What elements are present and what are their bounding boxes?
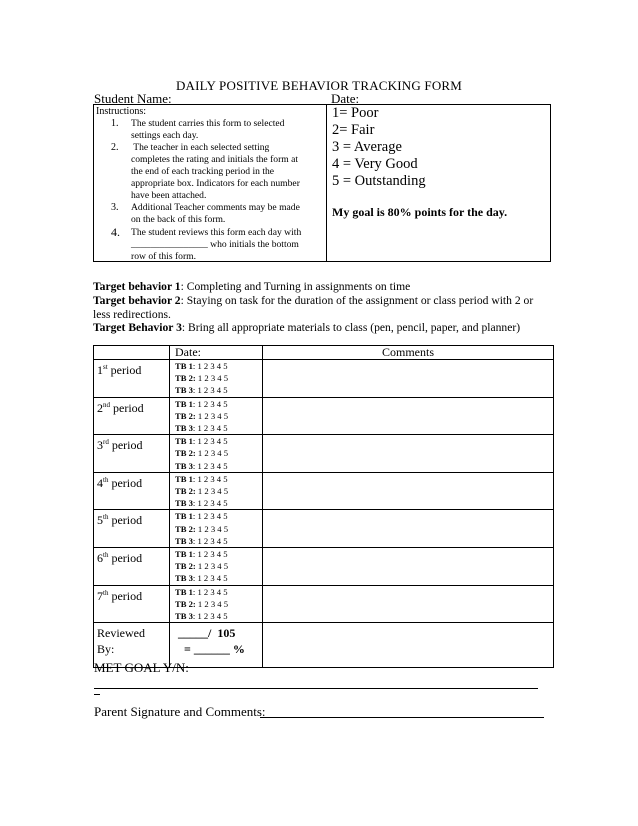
- rating-label: TB 1: [175, 549, 193, 560]
- period-number: 3: [97, 438, 103, 453]
- rating-label: TB 3: [175, 535, 193, 546]
- target-behavior-label: Target behavior 2: [93, 294, 181, 307]
- rating-label: TB 3: [175, 460, 193, 471]
- rating-line: [175, 598, 262, 610]
- period-word: period: [108, 588, 143, 603]
- period-suffix: nd: [103, 400, 110, 409]
- rating-label: TB 1: [175, 361, 193, 371]
- period-label: [94, 585, 170, 623]
- target-behavior-text: : Staying on task for the duration of the assignment or class period with 2 or: [180, 294, 534, 307]
- period-word: period: [110, 400, 144, 415]
- instruction-number: 1.: [111, 118, 119, 129]
- rating-label: TB 1: [175, 511, 193, 522]
- instruction-text: have been attached.: [131, 190, 207, 201]
- comments-cell[interactable]: [263, 397, 554, 435]
- period-row: [94, 548, 554, 586]
- instruction-text: completes the rating and initials the form at: [131, 154, 299, 165]
- tracking-table: [93, 345, 553, 659]
- instruction-text: Additional Teacher comments may be made: [131, 202, 300, 213]
- reviewed-label: Reviewed: [97, 626, 145, 641]
- period-number: 4: [97, 475, 103, 490]
- period-suffix: th: [103, 551, 109, 560]
- instructions-divider: [326, 104, 327, 262]
- comments-cell[interactable]: [263, 472, 554, 510]
- corner-cell: [94, 346, 170, 360]
- rating-scale-values: : 1 2 3 4 5: [192, 586, 228, 597]
- rating-line: [175, 473, 262, 485]
- rating-cell[interactable]: [170, 510, 263, 548]
- period-word: period: [107, 363, 142, 377]
- comments-cell[interactable]: [263, 510, 554, 548]
- rating-line: [175, 422, 262, 434]
- instruction-text: ________________ who initials the bottom: [131, 239, 299, 250]
- rating-line: [175, 497, 262, 509]
- rating-label: TB 3: [175, 385, 193, 396]
- rating-label: TB 2:: [175, 410, 196, 421]
- period-number: 1: [97, 363, 103, 377]
- rating-line: [175, 447, 262, 459]
- period-label: [94, 510, 170, 548]
- rating-scale-values: 1 2 3 4 5: [195, 373, 229, 384]
- period-word: period: [108, 475, 143, 490]
- comments-header: Comments: [263, 346, 554, 360]
- period-word: period: [108, 513, 143, 528]
- rating-line: [175, 548, 262, 560]
- rating-label: TB 2:: [175, 598, 196, 609]
- instruction-text: the end of each tracking period in the: [131, 166, 275, 177]
- period-row: [94, 435, 554, 473]
- target-behavior-text: less redirections.: [93, 308, 171, 321]
- rating-line: [175, 535, 262, 547]
- instruction-text: The student reviews this form each day with: [131, 227, 302, 238]
- instruction-text: appropriate box. Indicators for each number: [131, 178, 300, 189]
- parent-signature-label: Parent Signature and Comments:: [94, 704, 266, 719]
- rating-line: [175, 610, 262, 622]
- period-suffix: st: [103, 363, 108, 371]
- target-behavior-label: Target Behavior 3: [93, 321, 182, 334]
- rating-label: TB 2:: [175, 561, 196, 572]
- rating-cell[interactable]: [170, 585, 263, 623]
- instruction-text: on the back of this form.: [131, 214, 226, 225]
- rating-label: TB 2:: [175, 448, 196, 459]
- instruction-text: The student carries this form to selected: [131, 118, 285, 129]
- period-row: [94, 510, 554, 548]
- date-header: Date:: [170, 346, 263, 360]
- period-word: period: [108, 551, 143, 566]
- period-suffix: th: [103, 513, 109, 522]
- rating-cell[interactable]: [170, 472, 263, 510]
- rating-scale-values: : 1 2 3 4 5: [192, 573, 228, 584]
- rating-scale-values: 1 2 3 4 5: [195, 598, 229, 609]
- met-goal-field[interactable]: [94, 688, 538, 689]
- target-behavior-line: [93, 280, 410, 294]
- rating-scale-values: 1 2 3 4 5: [195, 410, 229, 421]
- comments-cell[interactable]: [263, 360, 554, 398]
- rating-line: [175, 460, 262, 472]
- rating-line: [175, 586, 262, 598]
- comments-cell[interactable]: [263, 435, 554, 473]
- date-label: Date:: [331, 91, 360, 106]
- rating-cell[interactable]: [170, 397, 263, 435]
- period-word: period: [108, 438, 143, 453]
- period-label: [94, 397, 170, 435]
- met-goal-label: MET GOAL Y/N:: [94, 660, 189, 675]
- period-suffix: th: [103, 475, 109, 484]
- rating-scale-values: 1 2 3 4 5: [195, 448, 229, 459]
- rating-scale-item: 1= Poor: [332, 105, 379, 121]
- met-goal-dash: [94, 694, 100, 695]
- rating-scale-values: 1 2 3 4 5: [195, 486, 229, 497]
- rating-line: [175, 398, 262, 410]
- target-behavior-text: : Completing and Turning in assignments on time: [180, 280, 411, 293]
- instruction-number: 2.: [111, 142, 119, 153]
- rating-scale-values: : 1 2 3 4 5: [192, 436, 228, 447]
- period-row: [94, 472, 554, 510]
- instruction-text: row of this form.: [131, 251, 197, 262]
- period-suffix: th: [103, 588, 109, 597]
- rating-line: [175, 372, 262, 384]
- rating-scale-values: : 1 2 3 4 5: [192, 511, 228, 522]
- rating-label: TB 2:: [175, 523, 196, 534]
- rating-line: [175, 510, 262, 522]
- rating-label: TB 3: [175, 498, 193, 509]
- period-suffix: rd: [103, 438, 109, 447]
- rating-line: [175, 523, 262, 535]
- period-label: [94, 435, 170, 473]
- rating-label: TB 1: [175, 473, 193, 484]
- rating-scale-item: 4 = Very Good: [332, 156, 418, 172]
- target-behavior-text: : Bring all appropriate materials to class (pen, pencil, paper, and planner): [181, 321, 521, 334]
- rating-line: [175, 485, 262, 497]
- score-total: _____/ 105: [178, 626, 236, 641]
- instruction-text: settings each day.: [131, 130, 199, 141]
- rating-cell[interactable]: [170, 435, 263, 473]
- rating-label: TB 2:: [175, 373, 196, 384]
- rating-scale-values: : 1 2 3 4 5: [192, 473, 228, 484]
- rating-line: [175, 572, 262, 584]
- rating-scale-values: : 1 2 3 4 5: [192, 423, 228, 434]
- page-title: DAILY POSITIVE BEHAVIOR TRACKING FORM: [175, 78, 463, 93]
- period-label: [94, 360, 170, 398]
- rating-scale-item: 3 = Average: [332, 139, 402, 155]
- rating-cell[interactable]: [170, 548, 263, 586]
- period-number: 7: [97, 588, 103, 603]
- rating-line: [175, 384, 262, 396]
- rating-scale-values: : 1 2 3 4 5: [192, 361, 228, 371]
- rating-line: [175, 360, 262, 372]
- rating-scale-item: 5 = Outstanding: [332, 173, 426, 189]
- rating-scale-values: : 1 2 3 4 5: [192, 398, 228, 409]
- period-number: 6: [97, 551, 103, 566]
- period-number: 2: [97, 400, 103, 415]
- instruction-number: 3.: [111, 202, 119, 213]
- target-behavior-line: [93, 294, 533, 308]
- rating-scale-values: 1 2 3 4 5: [195, 561, 229, 572]
- target-behavior-line: [93, 321, 520, 335]
- instruction-number: 4.: [111, 225, 120, 239]
- rating-cell[interactable]: [170, 360, 263, 398]
- rating-scale-values: : 1 2 3 4 5: [192, 385, 228, 396]
- rating-label: TB 1: [175, 436, 193, 447]
- rating-line: [175, 435, 262, 447]
- period-row: [94, 585, 554, 623]
- rating-scale-values: : 1 2 3 4 5: [192, 535, 228, 546]
- rating-label: TB 3: [175, 423, 193, 434]
- score-percent: = ______ %: [178, 642, 245, 657]
- comments-cell[interactable]: [263, 585, 554, 623]
- rating-scale-values: : 1 2 3 4 5: [192, 549, 228, 560]
- rating-label: TB 3: [175, 611, 193, 622]
- period-label: [94, 472, 170, 510]
- rating-line: [175, 410, 262, 422]
- rating-label: TB 1: [175, 586, 193, 597]
- target-behavior-line: [93, 308, 171, 322]
- rating-label: TB 3: [175, 573, 193, 584]
- rating-scale-item: 2= Fair: [332, 122, 375, 138]
- rating-scale-values: : 1 2 3 4 5: [192, 460, 228, 471]
- rating-scale-values: : 1 2 3 4 5: [192, 611, 228, 622]
- period-row: [94, 397, 554, 435]
- rating-label: TB 2:: [175, 486, 196, 497]
- rating-label: TB 1: [175, 398, 193, 409]
- by-label: By:: [97, 642, 115, 657]
- target-behavior-label: Target behavior 1: [93, 280, 181, 293]
- comments-cell[interactable]: [263, 548, 554, 586]
- rating-scale-values: 1 2 3 4 5: [195, 523, 229, 534]
- rating-scale-values: : 1 2 3 4 5: [192, 498, 228, 509]
- student-name-label: Student Name:: [94, 91, 172, 106]
- instructions-label: Instructions:: [96, 106, 146, 117]
- period-row: [94, 360, 554, 398]
- parent-signature-field[interactable]: [260, 717, 544, 718]
- reviewer-comments-cell[interactable]: [263, 623, 554, 668]
- period-number: 5: [97, 513, 103, 528]
- rating-line: [175, 560, 262, 572]
- period-label: [94, 548, 170, 586]
- goal-statement: My goal is 80% points for the day.: [332, 205, 508, 219]
- instruction-text: The teacher in each selected setting: [131, 142, 270, 153]
